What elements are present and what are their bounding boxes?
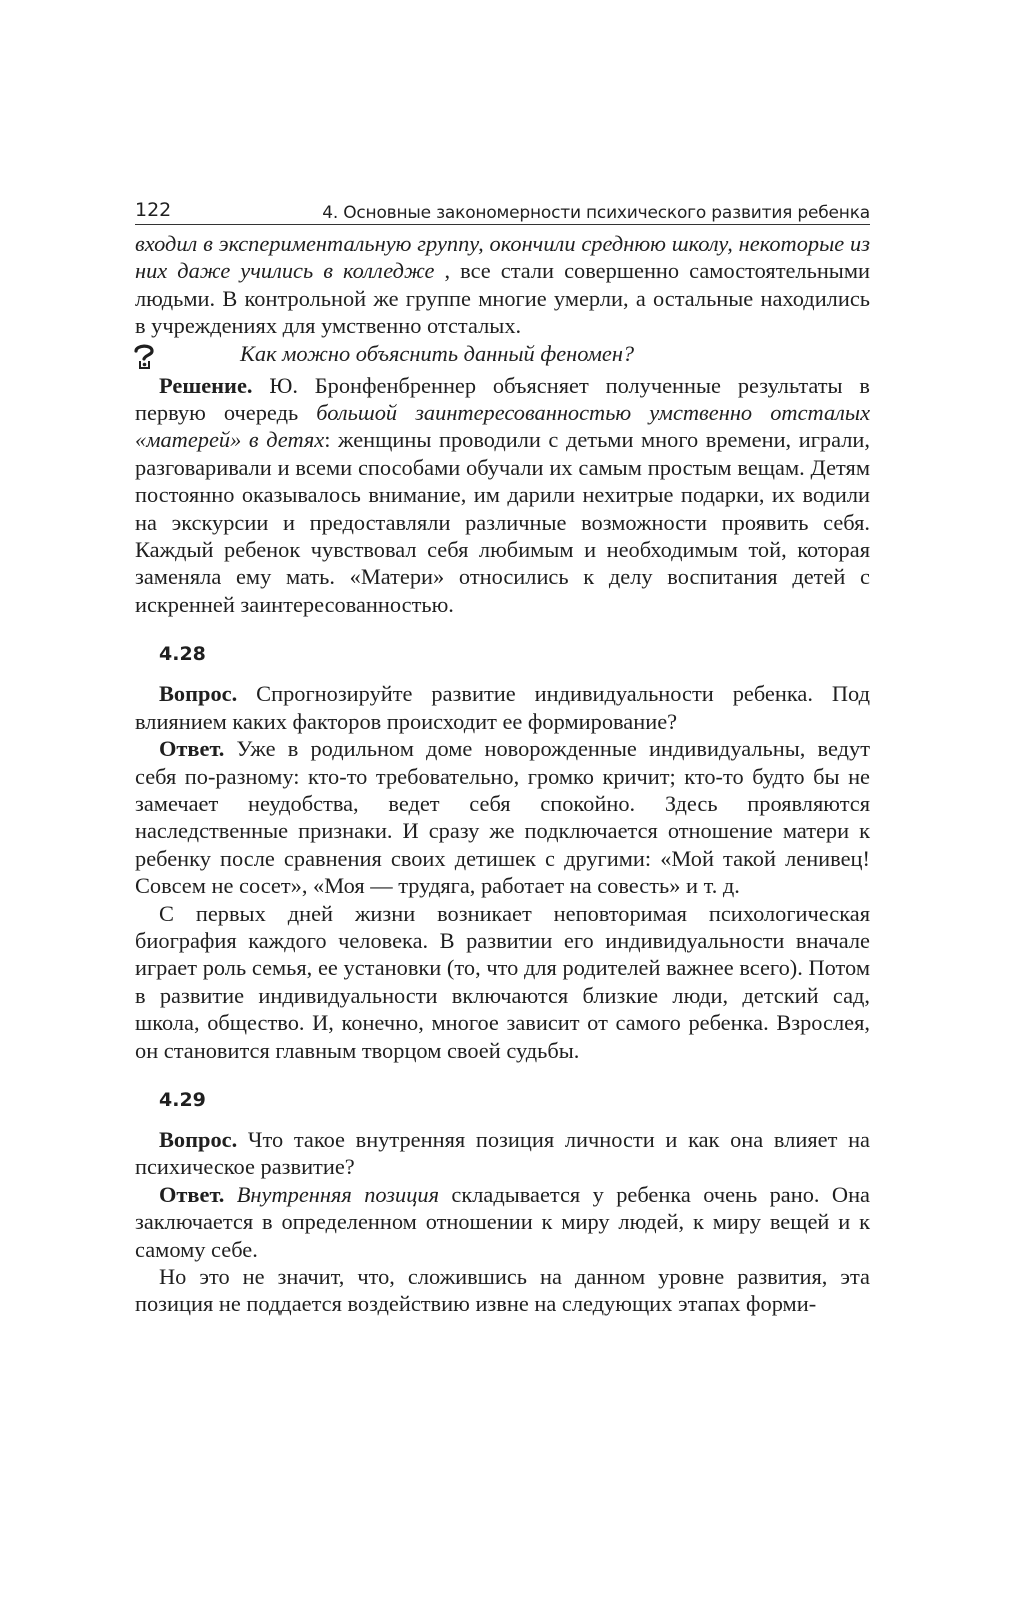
answer-body: складывается у ребенка очень рано. Она заключается в определенном отношении к миру людей, к миру вещей и к самому себе.	[135, 1181, 870, 1262]
answer-body: Уже в родильном доме новорожденные индивидуальны, ведут себя по-разному: кто-то требовательно, громко кричит; кто-то будто бы не замечает неудобства, ведет себя спокойно. Здесь проявляются наследственные признаки. И сразу же подключается отношение матери к ребенку после сравнения своих детишек с другими: «Мой такой ленивец! Совсем не сосет», «Моя — трудяга, работает на совесть» и т. д.	[135, 736, 870, 899]
page-number: 122	[135, 199, 172, 221]
solution-label: Решение.	[159, 372, 253, 398]
answer-paragraph-4-29	[135, 1181, 870, 1263]
question-paragraph-4-28	[135, 680, 870, 735]
running-title: 4. Основные закономерности психического развития ребенка	[322, 203, 870, 223]
solution-paragraph	[135, 372, 870, 619]
solution-text-2: : женщины проводили с детьми много времени, играли, разговаривали и всеми способами обучали их самым простым вещам. Детям постоянно оказывалось внимание, им дарили нехитрые подарки, их водили на экскурсии и предоставляли различные возможности проявить себя. Каждый ребенок чувствовал себя любимым и необходимым той, которая заменяла ему мать. «Матери» относились к делу воспитания детей с искренней заинтересованностью.	[135, 427, 870, 617]
page-header	[135, 192, 870, 225]
question-body: Спрогнозируйте развитие индивидуальности ребенка. Под влиянием каких факторов происходит ее формирование?	[135, 681, 870, 734]
question-label: Вопрос.	[159, 681, 238, 707]
intro-italic: входил в экспериментальную группу, окончили среднюю школу, некоторые из них даже учились в колледже	[135, 231, 870, 284]
section-number-4-29: 4.29	[159, 1088, 206, 1111]
answer-italic: Внутренняя позиция	[224, 1181, 440, 1207]
page-body	[135, 230, 870, 1318]
question-mark-icon	[132, 342, 156, 370]
question-paragraph-4-29	[135, 1126, 870, 1181]
question-label: Вопрос.	[159, 1126, 238, 1152]
question-body: Что такое внутренняя позиция личности и как она влияет на психическое развитие?	[135, 1126, 870, 1180]
question-text: Как можно объяснить данный феномен?	[240, 340, 635, 366]
question-line	[135, 340, 870, 372]
book-page	[135, 192, 870, 1318]
solution-text-1: Ю. Бронфенбреннер объясняет полученные результаты в первую очередь	[135, 372, 870, 426]
intro-paragraph	[135, 230, 870, 340]
answer-label: Ответ.	[159, 1181, 225, 1207]
body-paragraph-4-28: С первых дней жизни возникает неповторимая психологическая биография каждого человека. В развитии его индивидуальности вначале играет роль семья, ее установки (то, что для родителей важнее всего). Потом в развитие индивидуальности включаются близкие люди, детский сад, школа, общество. И, конечно, многое зависит от самого ребенка. Взрослея, он становится главным творцом своей судьбы.	[135, 900, 870, 1063]
solution-italic: большой заинтересованностью умственно отсталых «матерей» в детях	[135, 400, 871, 453]
answer-paragraph-4-28	[135, 735, 870, 899]
intro-text: , все стали совершенно самостоятельными людьми. В контрольной же группе многие умерли, а остальные находились в учреждениях для умственно отсталых.	[135, 258, 870, 339]
body-paragraph-4-29: Но это не значит, что, сложившись на данном уровне развития, эта позиция не поддается воздействию извне на следующих этапах форми-	[135, 1264, 870, 1317]
answer-label: Ответ.	[159, 736, 225, 762]
section-number-4-28: 4.28	[159, 643, 206, 666]
